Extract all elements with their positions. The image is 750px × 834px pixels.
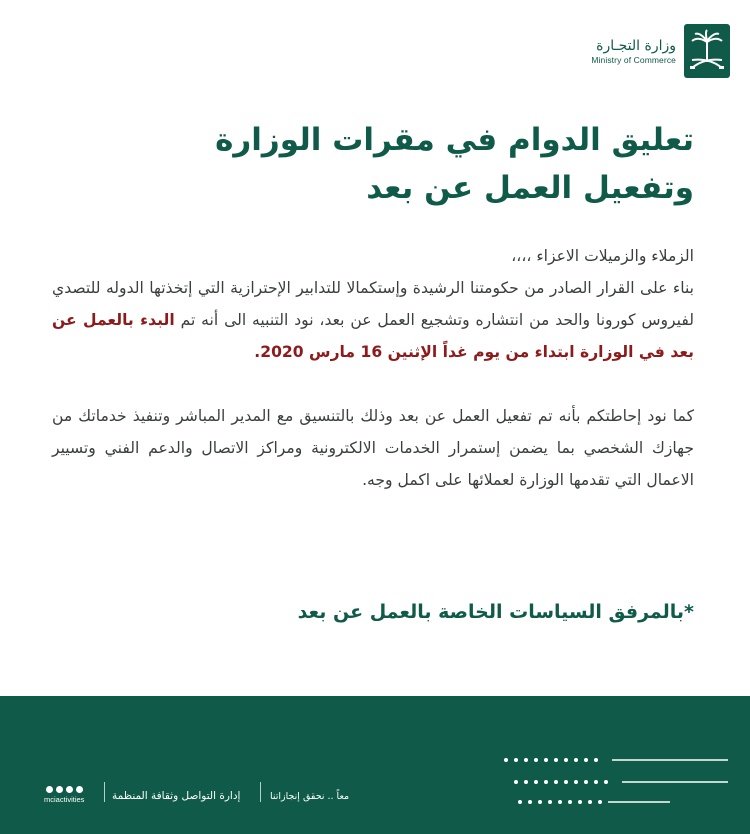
decorative-dots-lines [500,750,730,806]
title-line-1: تعليق الدوام في مقرات الوزارة [215,122,694,158]
footer-row [0,782,750,806]
social-handle[interactable]: mciactivities [44,795,85,804]
instagram-icon[interactable] [66,786,73,793]
footer-divider [260,782,261,802]
department-name: إدارة التواصل وثقافة المنظمة [112,790,241,802]
title-line-2: وتفعيل العمل عن بعد [366,170,694,206]
greeting: الزملاء والزميلات الاعزاء ،،،، [511,247,694,265]
announcement-body [52,240,694,496]
paragraph-1 [52,272,694,368]
social-icons [46,786,83,793]
paragraph-1-text: بناء على القرار الصادر من حكومتنا الرشيدة وإستكمالا للتدابير الإحترازية التي إتخذتها الدوله للتصدي لفيروس كورونا والحد من انتشاره وتشجيع العمل عن بعد، نود التنبيه الى أنه تم [52,279,694,329]
twitter-icon[interactable] [46,786,53,793]
ministry-logo [591,24,730,78]
footer [0,696,750,834]
footer-divider [104,782,105,802]
social-block [44,786,84,804]
snapchat-icon[interactable] [76,786,83,793]
youtube-icon[interactable] [56,786,63,793]
palm-swords-emblem-icon [684,24,730,78]
logo-name-ar: وزارة التجـارة [596,37,676,54]
paragraph-2: كما نود إحاطتكم بأنه تم تفعيل العمل عن بعد وذلك بالتنسيق مع المدير المباشر وتنفيذ خدماتك من جهازك الشخصي بما يضمن إستمرار الخدمات الالكترونية ومراكز الاتصال والدعم الفني وتسيير الاعمال التي تقدمها الوزارة لعملائها على اكمل وجه. [52,407,694,489]
page-title [74,116,694,212]
logo-name-en: Ministry of Commerce [591,54,676,65]
motto: معاً .. نحقق إنجازاتنا [270,791,350,802]
attachment-note: *بالمرفق السياسات الخاصة بالعمل عن بعد [297,601,694,623]
logo-text [591,37,676,66]
paragraph-1-highlight: البدء بالعمل عن بعد في الوزارة ابتداء من يوم غداً الإثنين 16 مارس 2020. [52,311,694,361]
